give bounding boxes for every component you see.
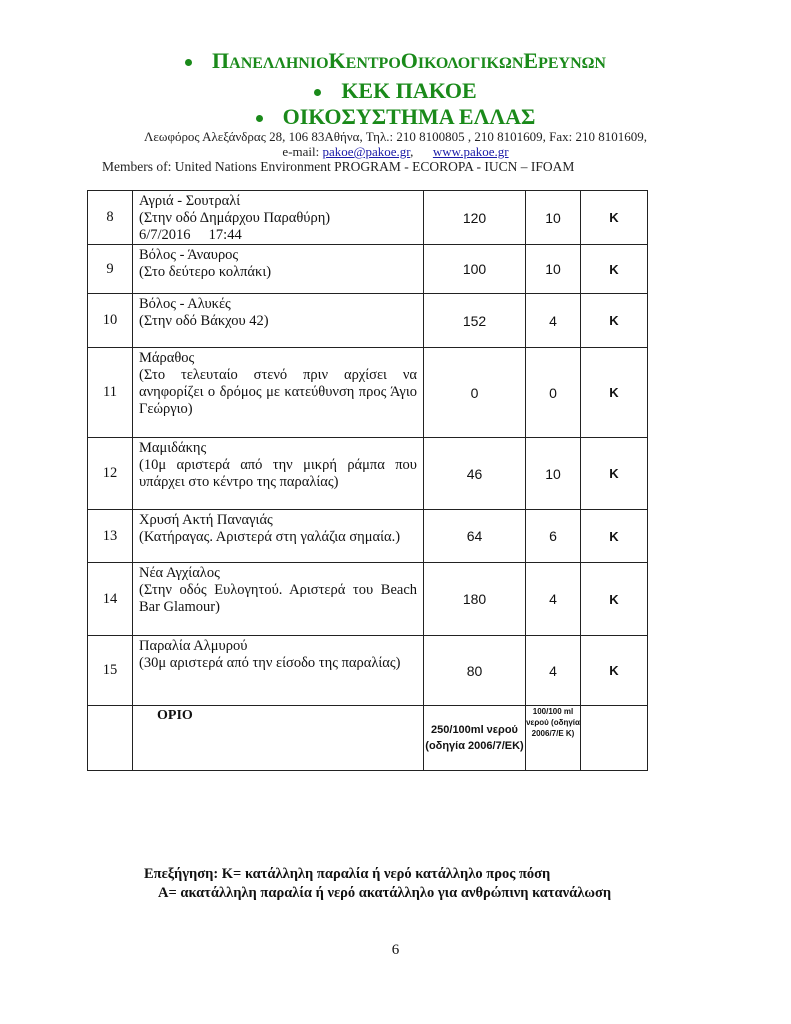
table-row: [88, 348, 648, 438]
limit-ecoli: 250/100ml νερού (οδηγία 2006/7/ΕΚ): [424, 706, 526, 771]
org-name-initial: Ε: [523, 48, 539, 73]
limit-label: ΟΡΙΟ: [133, 706, 424, 771]
email-label: e-mail:: [282, 144, 320, 159]
limit-number-cell: [88, 706, 133, 771]
table-row: [88, 191, 648, 245]
table-row: [88, 438, 648, 510]
membership-line: Members of: United Nations Environment PROGRAM - ECOROPA - IUCN – IFOAM: [102, 159, 575, 174]
contact-line: e-mail: pakoe@pakoe.gr, www.pakoe.gr: [282, 144, 509, 159]
legend-suitable: Επεξήγηση: Κ= κατάλληλη παραλία ή νερό κατάλληλο προς πόση: [144, 866, 551, 882]
enterococci-value: 10: [526, 191, 581, 245]
organization-abbreviation: [0, 78, 791, 104]
enterococci-value: 4: [526, 563, 581, 636]
results-table-body: [88, 191, 648, 771]
enterococci-value: 4: [526, 636, 581, 706]
row-number: 10: [88, 294, 133, 348]
organization-name: [0, 48, 791, 74]
row-number: 12: [88, 438, 133, 510]
enterococci-value: 6: [526, 510, 581, 563]
enterococci-value: 10: [526, 245, 581, 294]
row-number: 13: [88, 510, 133, 563]
location-cell: [133, 510, 424, 563]
table-row: [88, 245, 648, 294]
enterococci-value: 0: [526, 348, 581, 438]
table-row: [88, 636, 648, 706]
limit-row: [88, 706, 648, 771]
bullet-icon: [314, 89, 321, 96]
row-number: 8: [88, 191, 133, 245]
classification: Κ: [581, 510, 648, 563]
location-name: Χρυσή Ακτή Παναγιάς: [139, 512, 273, 528]
limit-class-cell: [581, 706, 648, 771]
bullet-icon: [185, 59, 192, 66]
classification: Κ: [581, 348, 648, 438]
ecoli-value: 46: [424, 438, 526, 510]
ecoli-value: 152: [424, 294, 526, 348]
ecoli-value: 0: [424, 348, 526, 438]
organization-subtitle-text: ΟΙΚΟΣΥΣΤΗΜΑ ΕΛΛΑΣ: [282, 104, 536, 129]
ecoli-value: 180: [424, 563, 526, 636]
location-name: Παραλία Αλμυρού: [139, 638, 248, 654]
location-name: Βόλος - Άναυρος: [139, 247, 239, 263]
limit-enterococci: 100/100 ml νερού (οδηγία 2006/7/Ε Κ): [526, 706, 581, 771]
location-cell: [133, 348, 424, 438]
results-table: [87, 190, 648, 771]
row-number: 14: [88, 563, 133, 636]
table-row: [88, 563, 648, 636]
classification: Κ: [581, 438, 648, 510]
location-cell: [133, 294, 424, 348]
location-name: Βόλος - Αλυκές: [139, 296, 231, 312]
location-detail: (30μ αριστερά από την είσοδο της παραλίας): [139, 655, 401, 671]
location-cell: [133, 563, 424, 636]
page-number: 6: [391, 942, 400, 958]
org-name-initial: Π: [212, 48, 230, 73]
ecoli-value: 100: [424, 245, 526, 294]
organization-subtitle: [0, 104, 791, 130]
organization-abbreviation-text: ΚΕΚ ΠΑΚΟΕ: [341, 78, 477, 103]
org-name-word: ΡΕΥΝΩΝ: [538, 55, 606, 72]
location-name: Μαμιδάκης: [139, 440, 207, 456]
location-name: Αγριά - Σουτραλί: [139, 193, 241, 209]
enterococci-value: 4: [526, 294, 581, 348]
location-name: Μάραθος: [139, 350, 195, 366]
location-name: Νέα Αγχίαλος: [139, 565, 220, 581]
bullet-icon: [256, 115, 263, 122]
ecoli-value: 80: [424, 636, 526, 706]
legend-unsuitable: Α= ακατάλληλη παραλία ή νερό ακατάλληλο για ανθρώπινη κατανάλωση: [158, 885, 612, 901]
email-link[interactable]: pakoe@pakoe.gr: [322, 144, 411, 159]
location-cell: [133, 438, 424, 510]
row-number: 15: [88, 636, 133, 706]
location-detail: (Κατήραγας. Αριστερά στη γαλάζια σημαία.): [139, 529, 401, 545]
ecoli-value: 64: [424, 510, 526, 563]
location-detail: (Στο τελευταίο στενό πριν αρχίσει να ανηφορίζει ο δρόμος με κατεύθυνση προς Άγιο Γεώργιο): [139, 367, 417, 417]
organization-name-text: [212, 48, 606, 73]
location-cell: [133, 636, 424, 706]
sample-datetime: 6/7/2016 17:44: [139, 227, 242, 243]
classification: Κ: [581, 245, 648, 294]
org-name-initial: Ο: [400, 48, 418, 73]
row-number: 9: [88, 245, 133, 294]
enterococci-value: 10: [526, 438, 581, 510]
org-name-word: ΙΚΟΛΟΓΙΚΩΝ: [417, 55, 524, 72]
classification: Κ: [581, 563, 648, 636]
location-detail: (Στην οδός Ευλογητού. Αριστερά του Beach Bar Glamour): [139, 582, 417, 615]
location-cell: [133, 191, 424, 245]
ecoli-value: 120: [424, 191, 526, 245]
location-detail: (Στην οδό Βάκχου 42): [139, 313, 269, 329]
org-name-word: ΑΝΕΛΛΗΝΙΟ: [229, 55, 329, 72]
row-number: 11: [88, 348, 133, 438]
location-detail: (10μ αριστερά από την μικρή ράμπα που υπάρχει στο κέντρο της παραλίας): [139, 457, 417, 490]
table-row: [88, 510, 648, 563]
address-line: Λεωφόρος Αλεξάνδρας 28, 106 83Αθήνα, Τηλ.: 210 8100805 , 210 8101609, Fax: 210 8101609,: [144, 129, 647, 144]
location-detail: (Στην οδό Δημάρχου Παραθύρη): [139, 210, 331, 226]
table-row: [88, 294, 648, 348]
classification: Κ: [581, 636, 648, 706]
location-cell: [133, 245, 424, 294]
classification: Κ: [581, 294, 648, 348]
org-name-initial: Κ: [328, 48, 346, 73]
org-name-word: ΕΝΤΡΟ: [345, 55, 401, 72]
classification: Κ: [581, 191, 648, 245]
location-detail: (Στο δεύτερο κολπάκι): [139, 264, 272, 280]
website-link[interactable]: www.pakoe.gr: [432, 144, 509, 159]
